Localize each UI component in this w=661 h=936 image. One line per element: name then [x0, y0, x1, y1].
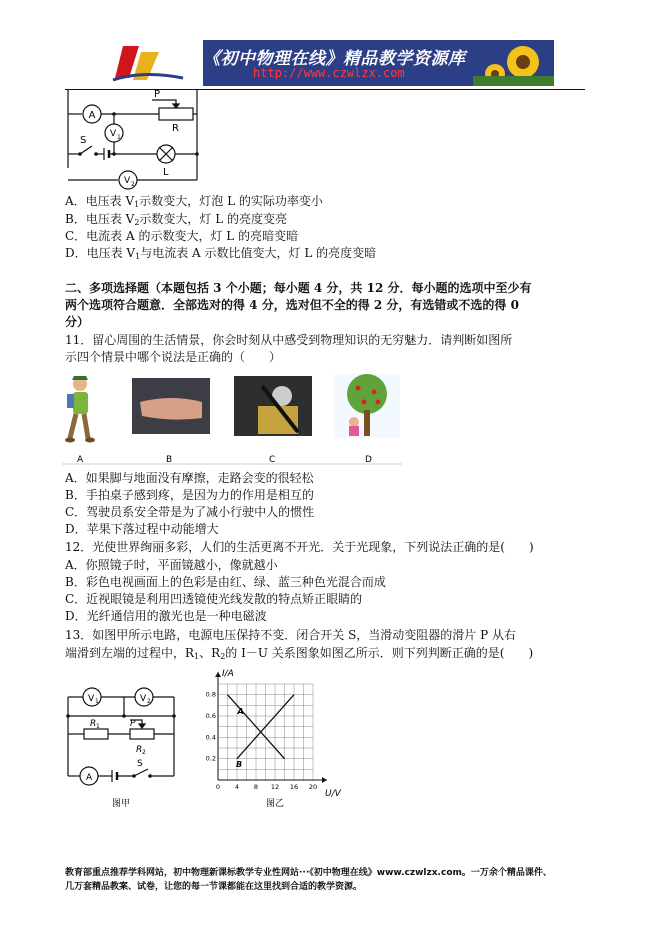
series-label-b: B: [236, 760, 243, 770]
scene-a-walking-person: [65, 376, 95, 443]
y-tick-label: 0.8: [205, 690, 216, 699]
y-tick-label: 0.2: [205, 754, 216, 763]
scene-label-b: B: [166, 455, 173, 465]
section2-heading-line2: 两个选项符合题意．全部选对的得 4 分，选对但不全的得 2 分，有选错或不选的得 0: [65, 298, 519, 312]
q11-option-a: A．如果脚与地面没有摩擦，走路会变的很轻松: [65, 471, 314, 485]
x-tick-label: 4: [234, 783, 240, 791]
series-label-a: A: [237, 706, 244, 716]
chart-axes: [215, 672, 327, 783]
r1-sub: 1: [96, 723, 100, 730]
v1-sub: 1: [117, 134, 121, 141]
v2-sub: 2: [131, 181, 135, 188]
v1-meter-label: V: [88, 694, 95, 704]
q10-option-d: D．电压表 $V_1$与电流表 A 示数比值变大，灯 L 的亮度变暗: [65, 246, 377, 261]
q11-option-b: B．手拍桌子感到疼，是因为力的作用是相互的: [65, 488, 314, 502]
banner-title: 《初中物理在线》精品教学资源库: [203, 49, 466, 69]
ammeter-a-label: A: [86, 773, 93, 783]
footer-line1: 教育部重点推荐学科网站，初中物理新课标教学专业性网站···《初中物理在线》www.czwlzx.com。一万余个精品课件、: [65, 868, 552, 878]
chart-y-axis-label: I/A: [222, 669, 234, 679]
q12-option-d: D．光纤通信用的激光也是一种电磁波: [65, 609, 267, 623]
q11-option-c: C．驾驶员系安全带是为了减小行驶中人的惯性: [65, 505, 315, 519]
q12-option-b: B．彩色电视画面上的色彩是由红、绿、蓝三种色光混合而成: [65, 575, 386, 589]
v2-meter-label: V: [140, 694, 147, 704]
chart-x-axis-label: U/V: [325, 789, 341, 799]
lamp-l-label: L: [163, 167, 169, 178]
q13-stem-line2: 端滑到左端的过程中，$R_1$、$R_2$的 I－U 关系图象如图乙所示．则下列判断正确的是( ): [65, 646, 534, 661]
scene-label-c: C: [269, 455, 276, 465]
y-axis-arrow: [215, 672, 221, 677]
q12-option-a: A．你照镜子时，平面镜越小，像就越小: [65, 558, 278, 572]
q10-option-c: C．电流表 A 的示数变大，灯 L 的亮暗变暗: [65, 229, 299, 243]
q13-circuit-diagram: [62, 682, 182, 812]
slider-p-label: P: [154, 89, 161, 100]
fig2-caption: 图乙: [266, 799, 285, 809]
x-axis-arrow: [322, 777, 327, 783]
switch-s-label: S: [80, 135, 87, 146]
q10-option-b: B．电压表 $V_2$示数变大，灯 L 的亮度变亮: [65, 212, 288, 227]
v2-meter-sub: 2: [147, 698, 151, 705]
section2-heading-line3: 分）: [65, 315, 90, 329]
q11-stem-line1: 11．留心周围的生活情景，你会时刻从中感受到物理知识的无穷魅力．请判断如图所: [65, 333, 513, 347]
y-tick-label: 0.4: [205, 733, 216, 742]
q10-circuit-diagram: [62, 88, 202, 196]
iu-chart: [200, 668, 360, 814]
x-tick-label: 16: [289, 783, 299, 791]
resistor-r-label: R: [172, 123, 179, 134]
v1-meter-sub: 1: [95, 698, 99, 705]
scene-label-a: A: [77, 455, 84, 465]
v1-label: V: [110, 129, 117, 139]
q12-option-c: C．近视眼镜是利用凹透镜使光线发散的特点矫正眼睛的: [65, 592, 363, 606]
scene-b-hand-on-table: [132, 378, 210, 434]
scene-c-driver-seatbelt: [234, 376, 312, 436]
q11-scene-images: [62, 372, 402, 466]
scene-label-d: D: [365, 455, 372, 465]
chart-series: [228, 695, 295, 770]
banner-url[interactable]: http://www.czwlzx.com: [253, 66, 405, 80]
q10-option-a: A．电压表 $V_1$示数变大，灯泡 L 的实际功率变小: [65, 194, 323, 209]
header-banner: [93, 40, 554, 86]
q12-stem: 12．光使世界绚丽多彩，人们的生活更离不开光．关于光现象，下列说法正确的是( ): [65, 540, 534, 554]
r2-label: R: [136, 745, 143, 755]
p-label: P: [130, 719, 136, 729]
x-tick-label: 0: [215, 783, 221, 791]
scene-d-apple-tree: [334, 374, 400, 438]
y-tick-label: 0.6: [205, 712, 216, 720]
section2-heading-line1: 二、多项选择题（本题包括 3 个小题；每小题 4 分，共 12 分．每小题的选项中至少有: [65, 281, 532, 295]
footer-line2: 几万套精品教案、试卷，让您的每一节课都能在这里找到合适的教学资源。: [65, 882, 363, 892]
x-tick-label: 8: [253, 783, 259, 791]
q13-stem-line1: 13．如图甲所示电路，电源电压保持不变．闭合开关 S，当滑动变阻器的滑片 P 从右: [65, 628, 517, 642]
r2-sub: 2: [142, 749, 146, 756]
q11-stem-line2: 示四个情景中哪个说法是正确的（ ）: [65, 350, 282, 364]
r1-label: R: [90, 719, 97, 729]
switch-s-label: S: [137, 759, 143, 769]
v2-label: V: [124, 176, 131, 186]
ammeter-label: A: [88, 110, 96, 121]
x-tick-label: 20: [308, 783, 318, 791]
q11-option-d: D．苹果下落过程中动能增大: [65, 522, 219, 536]
fig1-caption: 图甲: [112, 799, 131, 809]
chart-ticks: [206, 691, 317, 791]
x-tick-label: 12: [270, 783, 280, 791]
chart-grid: [218, 684, 313, 780]
